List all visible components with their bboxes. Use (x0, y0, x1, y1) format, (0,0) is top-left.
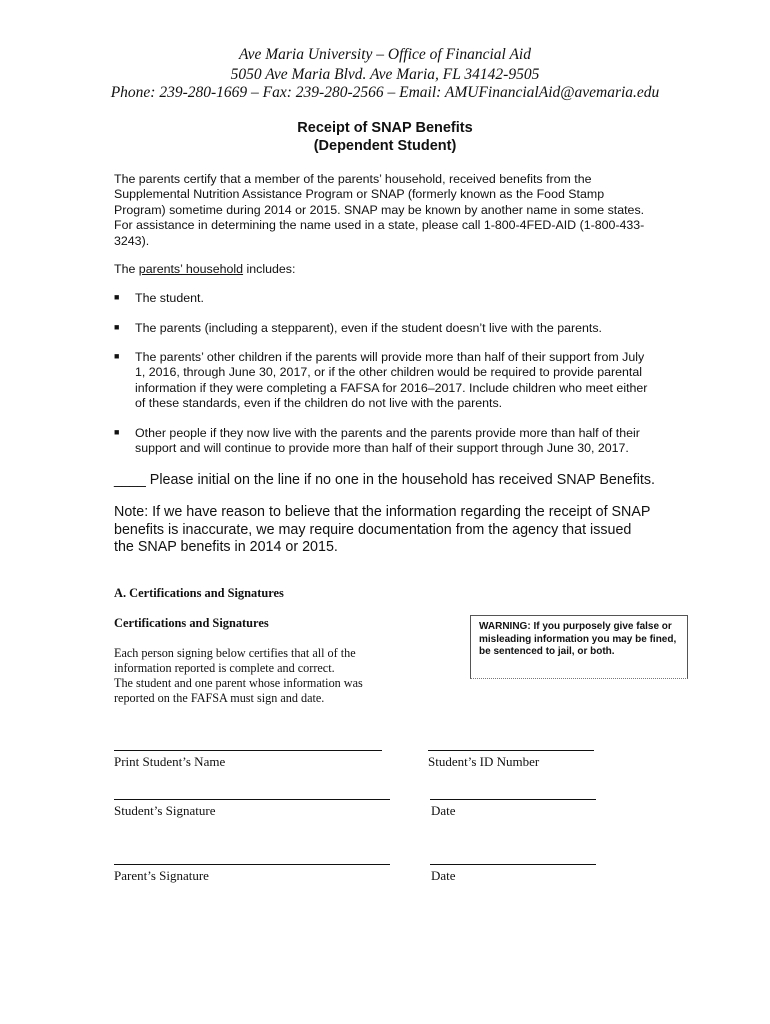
section-a-heading: A. Certifications and Signatures (114, 586, 284, 600)
student-signature-line[interactable] (114, 799, 390, 800)
student-name-line[interactable] (114, 750, 382, 751)
student-id-label: Student’s ID Number (428, 754, 540, 769)
bullet-item: Other people if they now live with the parents and the parents provide more than half of their support and will continue to provide more than half of their support through June 30, 2017. (135, 426, 640, 456)
header-line-3: Phone: 239-280-1669 – Fax: 239-280-2566 – Email: AMUFinancialAid@avemaria.edu (110, 84, 660, 101)
header-line-2: 5050 Ave Maria Blvd. Ave Maria, FL 34142-9505 (230, 66, 540, 83)
parent-date-label: Date (431, 868, 456, 883)
parent-signature-label: Parent’s Signature (114, 868, 209, 883)
intro-paragraph: The parents certify that a member of the parents’ household, received benefits from the Supplemental Nutrition Assistance Program or SNAP (formerly known as the Food Stamp Program) sometime during 2014 or 2015. SNAP may be known by another name in some states. For assistance in determining the name used in a state, please call 1-800-4FED-AID (1-800-433-3243). (114, 172, 645, 248)
header-line-1: Ave Maria University – Office of Financial Aid (238, 46, 531, 63)
student-date-line[interactable] (430, 799, 596, 800)
student-name-label: Print Student’s Name (114, 754, 226, 769)
household-prefix: The (114, 262, 139, 276)
household-underlined: parents’ household (138, 262, 244, 276)
household-heading (114, 262, 659, 277)
student-date-label: Date (431, 803, 456, 818)
bullet-item: The parents (including a stepparent), even if the student doesn’t live with the parents. (135, 321, 602, 335)
page-subtitle: (Dependent Student) (313, 138, 457, 154)
note-paragraph: Note: If we have reason to believe that the information regarding the receipt of SNAP benefits is inaccurate, we may require documentation from the agency that issued the SNAP benefits in 2014 or 2015. (114, 504, 651, 555)
household-suffix: includes: (243, 262, 296, 276)
bullet-icon: ■ (114, 292, 120, 302)
student-signature-label: Student’s Signature (114, 803, 216, 818)
initial-line: ____ Please initial on the line if no one in the household has received SNAP Benefits. (114, 472, 655, 488)
page-title: Receipt of SNAP Benefits (297, 120, 473, 136)
parent-date-line[interactable] (430, 864, 596, 865)
bullet-icon: ■ (114, 322, 120, 332)
bullet-item: The student. (135, 291, 204, 305)
bullet-icon: ■ (114, 427, 120, 437)
certifications-heading: Certifications and Signatures (114, 616, 269, 630)
bullet-icon: ■ (114, 351, 120, 361)
bullet-item: The parents’ other children if the parents will provide more than half of their support from July 1, 2016, through June 30, 2017, or if the other children would be required to provide parental information if they were completing a FAFSA for 2016–2017. Include children who meet either of these standards, even if the children do not live with the parents. (135, 350, 648, 411)
parent-signature-line[interactable] (114, 864, 390, 865)
certification-text: Each person signing below certifies that all of the information reported is complete and correct. (114, 646, 356, 676)
student-id-line[interactable] (428, 750, 594, 751)
warning-box: WARNING: If you purposely give false or misleading information you may be fined, be sentenced to jail, or both. (470, 615, 688, 679)
certification-instructions: The student and one parent whose information was reported on the FAFSA must sign and date. (114, 676, 363, 706)
